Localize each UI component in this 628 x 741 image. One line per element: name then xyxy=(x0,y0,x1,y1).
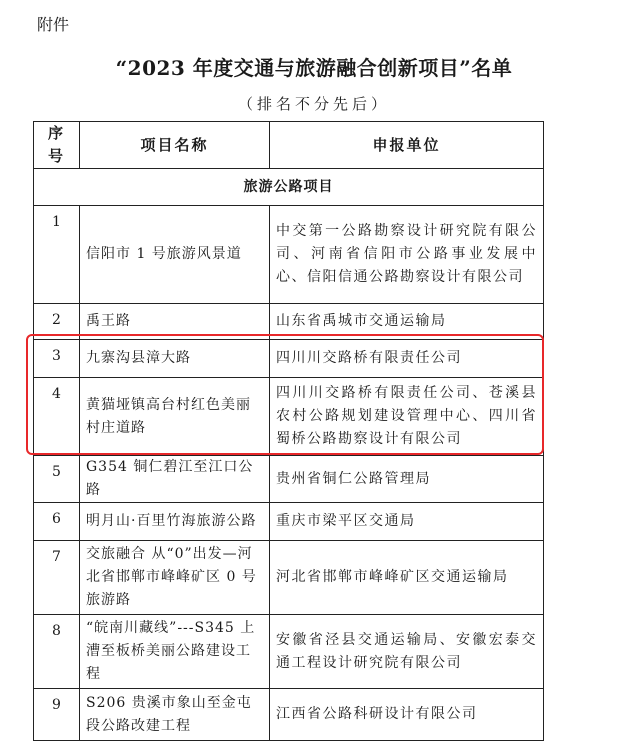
row-no: 2 xyxy=(34,304,80,340)
row-project-name: 黄猫垭镇高台村红色美丽村庄道路 xyxy=(80,378,270,456)
table-row xyxy=(34,503,544,541)
row-no: 5 xyxy=(34,456,80,503)
row-project-name: G354 铜仁碧江至江口公路 xyxy=(80,456,270,503)
row-project-name: 禹王路 xyxy=(80,304,270,340)
row-no: 6 xyxy=(34,503,80,541)
table-row xyxy=(34,378,544,456)
row-no: 1 xyxy=(34,206,80,304)
table-row xyxy=(34,340,544,378)
table-row xyxy=(34,689,544,741)
row-project-name: 明月山·百里竹海旅游公路 xyxy=(80,503,270,541)
page-subtitle: （排名不分先后） xyxy=(237,95,390,113)
row-project-name: 交旅融合 从“0”出发—河北省邯郸市峰峰矿区 0 号旅游路 xyxy=(80,541,270,615)
header-name: 项目名称 xyxy=(80,122,270,169)
table-row xyxy=(34,615,544,689)
row-project-name: “皖南川藏线”---S345 上漕至板桥美丽公路建设工程 xyxy=(80,615,270,689)
page-title: “2023 年度交通与旅游融合创新项目”名单 xyxy=(115,56,513,80)
row-unit: 中交第一公路勘察设计研究院有限公司、河南省信阳市公路事业发展中心、信阳信通公路勘察设计有限公司 xyxy=(270,206,544,304)
table-row xyxy=(34,304,544,340)
table-row xyxy=(34,206,544,304)
row-no: 8 xyxy=(34,615,80,689)
row-project-name: 信阳市 1 号旅游风景道 xyxy=(80,206,270,304)
header-unit: 申报单位 xyxy=(270,122,544,169)
row-unit: 四川川交路桥有限责任公司 xyxy=(270,340,544,378)
header-no: 序号 xyxy=(34,122,80,169)
row-no: 9 xyxy=(34,689,80,741)
row-no: 4 xyxy=(34,378,80,456)
row-project-name: 九寨沟县漳大路 xyxy=(80,340,270,378)
category-row xyxy=(34,169,544,206)
table-row xyxy=(34,541,544,615)
row-unit: 贵州省铜仁公路管理局 xyxy=(270,456,544,503)
row-unit: 河北省邯郸市峰峰矿区交通运输局 xyxy=(270,541,544,615)
table-row xyxy=(34,456,544,503)
row-unit: 安徽省泾县交通运输局、安徽宏泰交通工程设计研究院有限公司 xyxy=(270,615,544,689)
category-label: 旅游公路项目 xyxy=(34,169,544,206)
row-unit: 四川川交路桥有限责任公司、苍溪县农村公路规划建设管理中心、四川省蜀桥公路勘察设计有限公司 xyxy=(270,378,544,456)
table-header-row xyxy=(34,122,544,169)
row-project-name: S206 贵溪市象山至金屯段公路改建工程 xyxy=(80,689,270,741)
row-unit: 山东省禹城市交通运输局 xyxy=(270,304,544,340)
project-table xyxy=(33,121,544,741)
row-unit: 江西省公路科研设计有限公司 xyxy=(270,689,544,741)
row-unit: 重庆市梁平区交通局 xyxy=(270,503,544,541)
row-no: 3 xyxy=(34,340,80,378)
attachment-label: 附件 xyxy=(37,15,70,34)
row-no: 7 xyxy=(34,541,80,615)
